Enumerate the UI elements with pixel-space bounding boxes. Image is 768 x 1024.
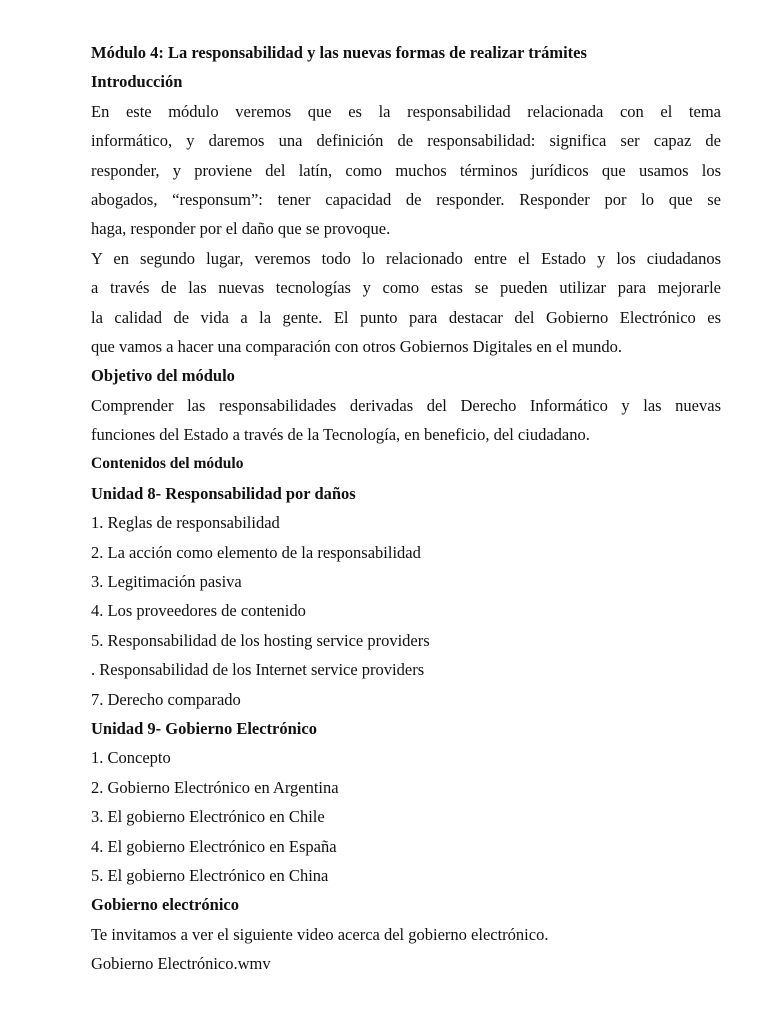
unit9-heading: Unidad 9- Gobierno Electrónico xyxy=(91,718,317,738)
list-item: 1. Reglas de responsabilidad xyxy=(91,513,280,533)
list-item: 3. El gobierno Electrónico en Chile xyxy=(91,807,325,827)
intro-heading: Introducción xyxy=(91,72,183,92)
egov-heading: Gobierno electrónico xyxy=(91,895,240,915)
module-title: Módulo 4: La responsabilidad y las nuevas formas de realizar trámites xyxy=(91,43,587,62)
contents-heading: Contenidos del módulo xyxy=(91,455,244,473)
list-item: 4. El gobierno Electrónico en España xyxy=(91,836,337,856)
list-item: 5. Responsabilidad de los hosting service providers xyxy=(91,630,430,650)
list-item: 7. Derecho comparado xyxy=(91,689,241,709)
intro-paragraph-line: En este módulo veremos que es la responsabilidad relacionada con el tema xyxy=(91,101,721,121)
intro-paragraph2-line: la calidad de vida a la gente. El punto para destacar del Gobierno Electrónico es xyxy=(91,307,721,327)
intro-paragraph2-line: Y en segundo lugar, veremos todo lo relacionado entre el Estado y los ciudadanos xyxy=(91,248,721,268)
list-item: 1. Concepto xyxy=(91,748,171,768)
intro-paragraph-line: informático, y daremos una definición de responsabilidad: significa ser capaz de xyxy=(91,131,721,151)
list-item: 5. El gobierno Electrónico en China xyxy=(91,865,329,885)
intro-paragraph-line: abogados, “responsum”: tener capacidad de responder. Responder por lo que se xyxy=(91,189,721,209)
document-page xyxy=(91,38,721,979)
list-item: 4. Los proveedores de contenido xyxy=(91,601,306,621)
unit8-heading: Unidad 8- Responsabilidad por daños xyxy=(91,483,356,503)
list-item: 2. La acción como elemento de la responsabilidad xyxy=(91,542,421,562)
egov-text: Te invitamos a ver el siguiente video acerca del gobierno electrónico. xyxy=(91,924,549,944)
intro-paragraph2-line: a través de las nuevas tecnologías y como estas se pueden utilizar para mejorarle xyxy=(91,278,721,298)
video-link[interactable]: Gobierno Electrónico.wmv xyxy=(91,954,271,974)
intro-paragraph-last-line: haga, responder por el daño que se provoque. xyxy=(91,219,391,239)
intro-paragraph2-last-line: que vamos a hacer una comparación con otros Gobiernos Digitales en el mundo. xyxy=(91,336,623,356)
intro-paragraph-line: responder, y proviene del latín, como muchos términos jurídicos que usamos los xyxy=(91,160,721,180)
list-item: 3. Legitimación pasiva xyxy=(91,572,242,592)
list-item: 2. Gobierno Electrónico en Argentina xyxy=(91,777,339,797)
list-item: . Responsabilidad de los Internet service providers xyxy=(91,660,425,680)
objective-heading: Objetivo del módulo xyxy=(91,366,235,386)
objective-last-line: funciones del Estado a través de la Tecnología, en beneficio, del ciudadano. xyxy=(91,425,590,445)
objective-line: Comprender las responsabilidades derivadas del Derecho Informático y las nuevas xyxy=(91,395,721,415)
